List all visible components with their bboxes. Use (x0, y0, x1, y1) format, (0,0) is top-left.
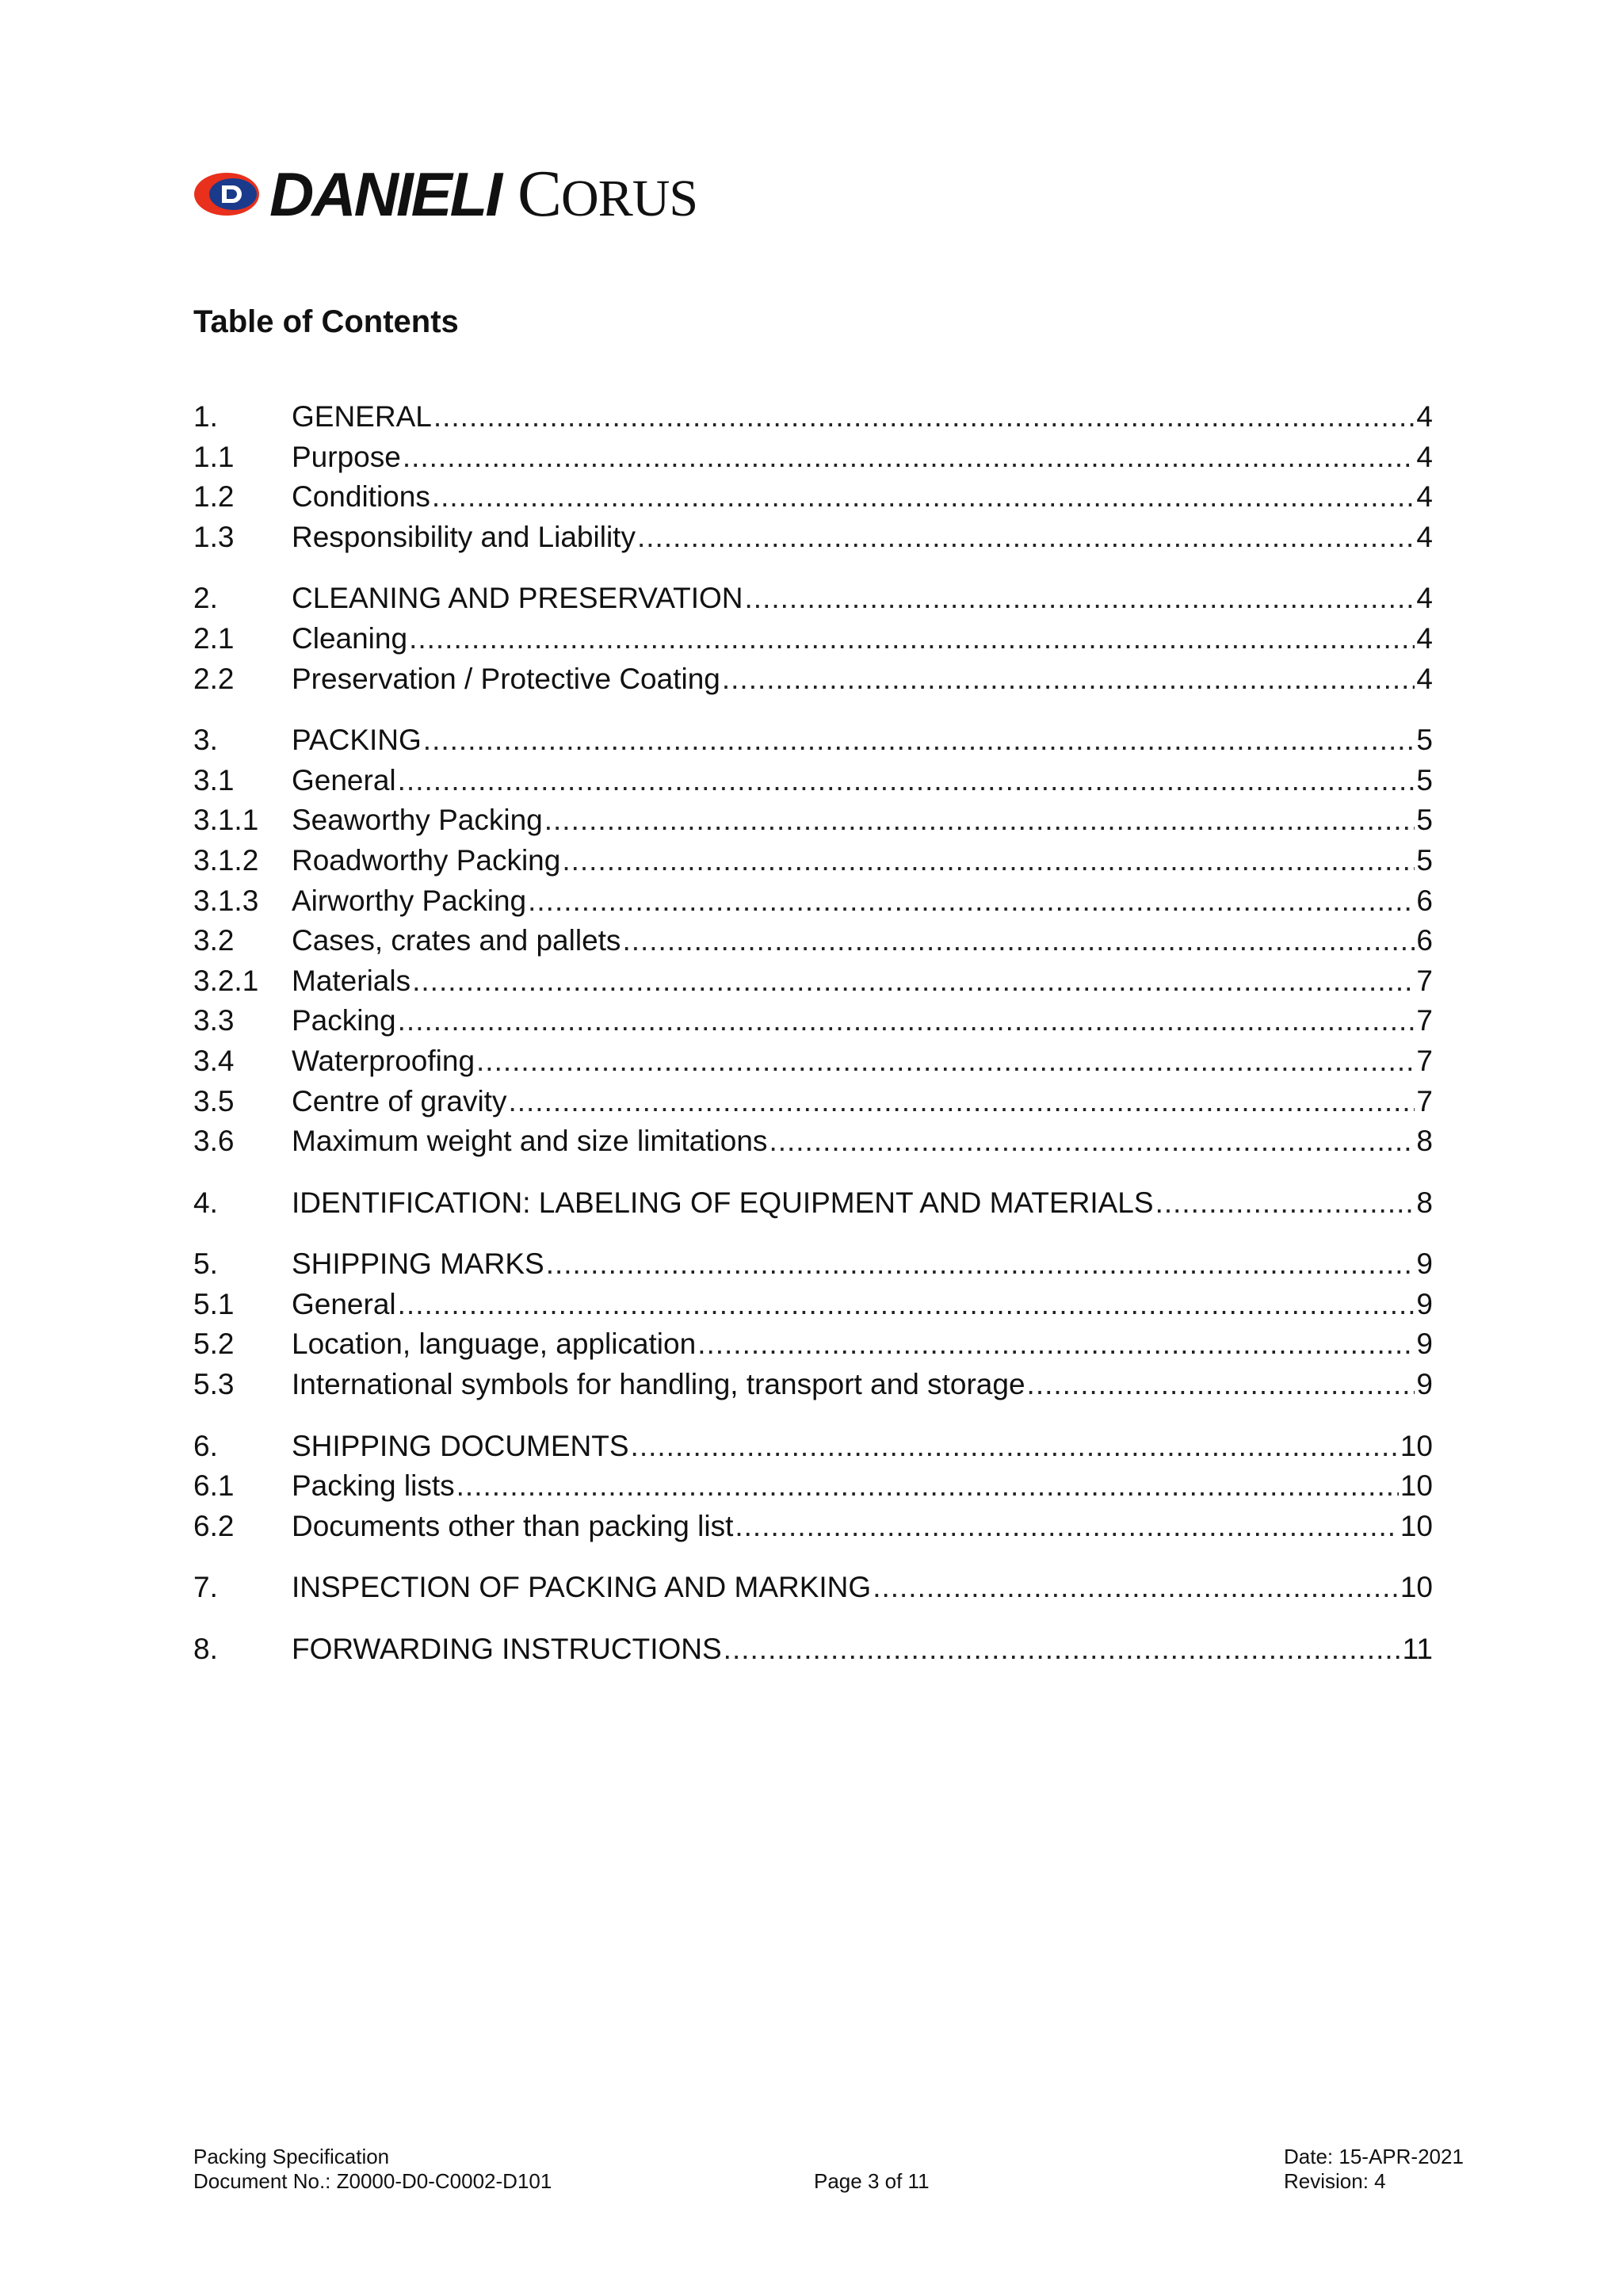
toc-entry-page: 4 (1416, 440, 1433, 473)
toc-entry-page: 10 (1400, 1429, 1433, 1462)
toc-entry-title: Cases, crates and pallets (292, 924, 621, 957)
toc-section-group (193, 1568, 1433, 1608)
toc-entry-page: 6 (1416, 884, 1433, 917)
footer-spec-title: Packing Specification (193, 2145, 390, 2168)
toc-entry[interactable] (193, 1629, 1433, 1670)
toc-entry-number: 2. (193, 582, 218, 615)
toc-entry-number: 7. (193, 1571, 218, 1604)
toc-entry[interactable] (193, 437, 1433, 478)
table-of-contents (193, 397, 1433, 1691)
footer-right (1284, 2145, 1464, 2194)
toc-section-group (193, 1629, 1433, 1670)
toc-entry-page: 10 (1400, 1571, 1433, 1604)
toc-entry-number: 8. (193, 1633, 218, 1666)
toc-entry[interactable] (193, 1001, 1433, 1041)
toc-dot-leader (544, 800, 1415, 841)
toc-entry-page: 5 (1416, 843, 1433, 877)
toc-dot-leader (398, 761, 1415, 801)
toc-entry-page: 4 (1416, 662, 1433, 695)
toc-entry-number: 3.1.1 (193, 804, 259, 837)
toc-entry-number: 6. (193, 1429, 218, 1462)
toc-dot-leader (562, 841, 1415, 881)
toc-entry-page: 11 (1402, 1633, 1433, 1666)
toc-entry[interactable] (193, 1082, 1433, 1122)
toc-dot-leader (735, 1507, 1398, 1547)
toc-dot-leader (1155, 1183, 1415, 1224)
toc-entry[interactable] (193, 1285, 1433, 1325)
toc-dot-leader (724, 1629, 1401, 1670)
toc-entry-number: 6.1 (193, 1469, 235, 1503)
toc-dot-leader (1027, 1365, 1415, 1405)
toc-section-group (193, 1244, 1433, 1404)
toc-entry[interactable] (193, 1568, 1433, 1608)
toc-entry-title: General (292, 763, 396, 797)
footer-left (193, 2145, 552, 2194)
toc-entry-title: Responsibility and Liability (292, 520, 636, 553)
footer-page-number: Page 3 of 11 (814, 2169, 930, 2193)
toc-dot-leader (423, 720, 1415, 761)
toc-dot-leader (398, 1285, 1415, 1325)
toc-entry-number: 1.3 (193, 520, 235, 553)
toc-entry-title: PACKING (292, 724, 422, 757)
toc-entry-number: 5.2 (193, 1328, 235, 1361)
toc-entry-number: 6.2 (193, 1509, 235, 1542)
toc-entry-number: 3.1.3 (193, 884, 259, 917)
toc-entry-page: 8 (1416, 1125, 1433, 1158)
company-logo (193, 157, 698, 231)
toc-entry[interactable] (193, 881, 1433, 922)
toc-entry-title: Roadworthy Packing (292, 843, 561, 877)
toc-entry-page: 9 (1416, 1368, 1433, 1401)
toc-entry-title: Materials (292, 964, 411, 997)
toc-entry-title: INSPECTION OF PACKING AND MARKING (292, 1571, 872, 1604)
toc-entry-title: Maximum weight and size limitations (292, 1125, 768, 1158)
toc-dot-leader (398, 1001, 1415, 1041)
toc-entry-number: 1.2 (193, 480, 235, 514)
toc-entry-page: 9 (1416, 1287, 1433, 1320)
toc-entry-number: 3.2.1 (193, 964, 259, 997)
toc-entry-number: 3. (193, 724, 218, 757)
toc-entry-number: 2.2 (193, 662, 235, 695)
toc-entry-number: 2.1 (193, 621, 235, 655)
toc-entry[interactable] (193, 1183, 1433, 1224)
toc-dot-leader (456, 1466, 1399, 1507)
toc-entry-title: General (292, 1287, 396, 1320)
toc-dot-leader (508, 1082, 1415, 1122)
toc-entry-title: Location, language, application (292, 1328, 697, 1361)
toc-dot-leader (697, 1324, 1415, 1365)
toc-entry-page: 7 (1416, 1044, 1433, 1077)
toc-entry-page: 4 (1416, 480, 1433, 514)
toc-entry-number: 4. (193, 1186, 218, 1219)
toc-entry-title: Waterproofing (292, 1044, 475, 1077)
toc-entry[interactable] (193, 1507, 1433, 1547)
toc-entry-title: Seaworthy Packing (292, 804, 543, 837)
toc-entry-title: Cleaning (292, 621, 408, 655)
toc-dot-leader (433, 397, 1415, 437)
toc-entry-page: 4 (1416, 520, 1433, 553)
toc-entry-page: 7 (1416, 964, 1433, 997)
toc-entry-title: GENERAL (292, 400, 432, 433)
toc-entry-page: 5 (1416, 804, 1433, 837)
toc-entry-title: Conditions (292, 480, 430, 514)
toc-entry-page: 10 (1400, 1509, 1433, 1542)
toc-entry-title: Documents other than packing list (292, 1509, 734, 1542)
toc-entry-number: 3.5 (193, 1084, 235, 1117)
toc-dot-leader (873, 1568, 1399, 1608)
toc-dot-leader (432, 477, 1415, 518)
toc-entry[interactable] (193, 921, 1433, 961)
toc-dot-leader (631, 1427, 1399, 1467)
toc-section-group (193, 1427, 1433, 1547)
toc-entry-number: 1.1 (193, 440, 235, 473)
toc-dot-leader (409, 619, 1415, 659)
toc-entry[interactable] (193, 1041, 1433, 1082)
toc-dot-leader (769, 1121, 1415, 1162)
toc-entry[interactable] (193, 720, 1433, 761)
toc-entry-page: 9 (1416, 1247, 1433, 1281)
toc-dot-leader (528, 881, 1415, 922)
toc-entry-page: 9 (1416, 1328, 1433, 1361)
toc-dot-leader (412, 961, 1415, 1002)
toc-section-group (193, 1183, 1433, 1224)
toc-entry[interactable] (193, 1244, 1433, 1285)
toc-entry-number: 5. (193, 1247, 218, 1281)
toc-entry-page: 7 (1416, 1084, 1433, 1117)
toc-entry-page: 4 (1416, 621, 1433, 655)
toc-entry-title: Airworthy Packing (292, 884, 527, 917)
toc-entry[interactable] (193, 659, 1433, 700)
toc-entry[interactable] (193, 1365, 1433, 1405)
toc-entry-page: 10 (1400, 1469, 1433, 1503)
toc-entry-number: 5.1 (193, 1287, 235, 1320)
toc-entry-page: 5 (1416, 724, 1433, 757)
toc-dot-leader (637, 518, 1415, 558)
toc-entry-title: Purpose (292, 440, 401, 473)
page-title: Table of Contents (193, 304, 459, 339)
toc-entry-number: 3.1.2 (193, 843, 259, 877)
logo-corus-text: CORUS (517, 157, 698, 231)
toc-entry[interactable] (193, 961, 1433, 1002)
toc-entry-title: Preservation / Protective Coating (292, 662, 720, 695)
toc-entry[interactable] (193, 800, 1433, 841)
danieli-logo-mark-icon (193, 171, 260, 217)
toc-entry-title: Packing (292, 1004, 396, 1037)
toc-entry-title: SHIPPING DOCUMENTS (292, 1429, 629, 1462)
toc-entry-page: 7 (1416, 1004, 1433, 1037)
toc-entry[interactable] (193, 579, 1433, 619)
toc-entry-title: SHIPPING MARKS (292, 1247, 544, 1281)
toc-dot-leader (476, 1041, 1415, 1082)
toc-entry[interactable] (193, 619, 1433, 659)
toc-section-group (193, 579, 1433, 699)
toc-entry-title: IDENTIFICATION: LABELING OF EQUIPMENT AND MATERIALS (292, 1186, 1154, 1219)
toc-entry-page: 8 (1416, 1186, 1433, 1219)
toc-dot-leader (745, 579, 1415, 619)
toc-entry-title: Packing lists (292, 1469, 455, 1503)
toc-dot-leader (622, 921, 1415, 961)
toc-entry-number: 3.1 (193, 763, 235, 797)
toc-entry[interactable] (193, 1466, 1433, 1507)
toc-dot-leader (403, 437, 1415, 478)
footer-date: Date: 15-APR-2021 (1284, 2145, 1464, 2168)
toc-entry-page: 5 (1416, 763, 1433, 797)
toc-entry[interactable] (193, 1427, 1433, 1467)
toc-entry-number: 3.3 (193, 1004, 235, 1037)
toc-entry[interactable] (193, 1121, 1433, 1162)
toc-entry[interactable] (193, 518, 1433, 558)
toc-entry[interactable] (193, 397, 1433, 437)
toc-entry-title: International symbols for handling, transport and storage (292, 1368, 1025, 1401)
toc-entry-title: FORWARDING INSTRUCTIONS (292, 1633, 722, 1666)
toc-entry-page: 6 (1416, 924, 1433, 957)
toc-entry[interactable] (193, 841, 1433, 881)
toc-dot-leader (722, 659, 1415, 700)
toc-section-group (193, 720, 1433, 1162)
logo-danieli-text: DANIELI (269, 159, 500, 229)
toc-entry[interactable] (193, 761, 1433, 801)
toc-entry-number: 3.2 (193, 924, 235, 957)
toc-entry-number: 5.3 (193, 1368, 235, 1401)
toc-section-group (193, 397, 1433, 557)
toc-entry-number: 1. (193, 400, 218, 433)
toc-entry-title: Centre of gravity (292, 1084, 507, 1117)
toc-entry[interactable] (193, 1324, 1433, 1365)
toc-entry-title: CLEANING AND PRESERVATION (292, 582, 743, 615)
toc-entry[interactable] (193, 477, 1433, 518)
toc-entry-number: 3.6 (193, 1125, 235, 1158)
toc-entry-page: 4 (1416, 582, 1433, 615)
footer-document-number: Document No.: Z0000-D0-C0002-D101 (193, 2169, 552, 2193)
footer-revision: Revision: 4 (1284, 2169, 1386, 2193)
toc-entry-number: 3.4 (193, 1044, 235, 1077)
toc-dot-leader (546, 1244, 1415, 1285)
toc-entry-page: 4 (1416, 400, 1433, 433)
